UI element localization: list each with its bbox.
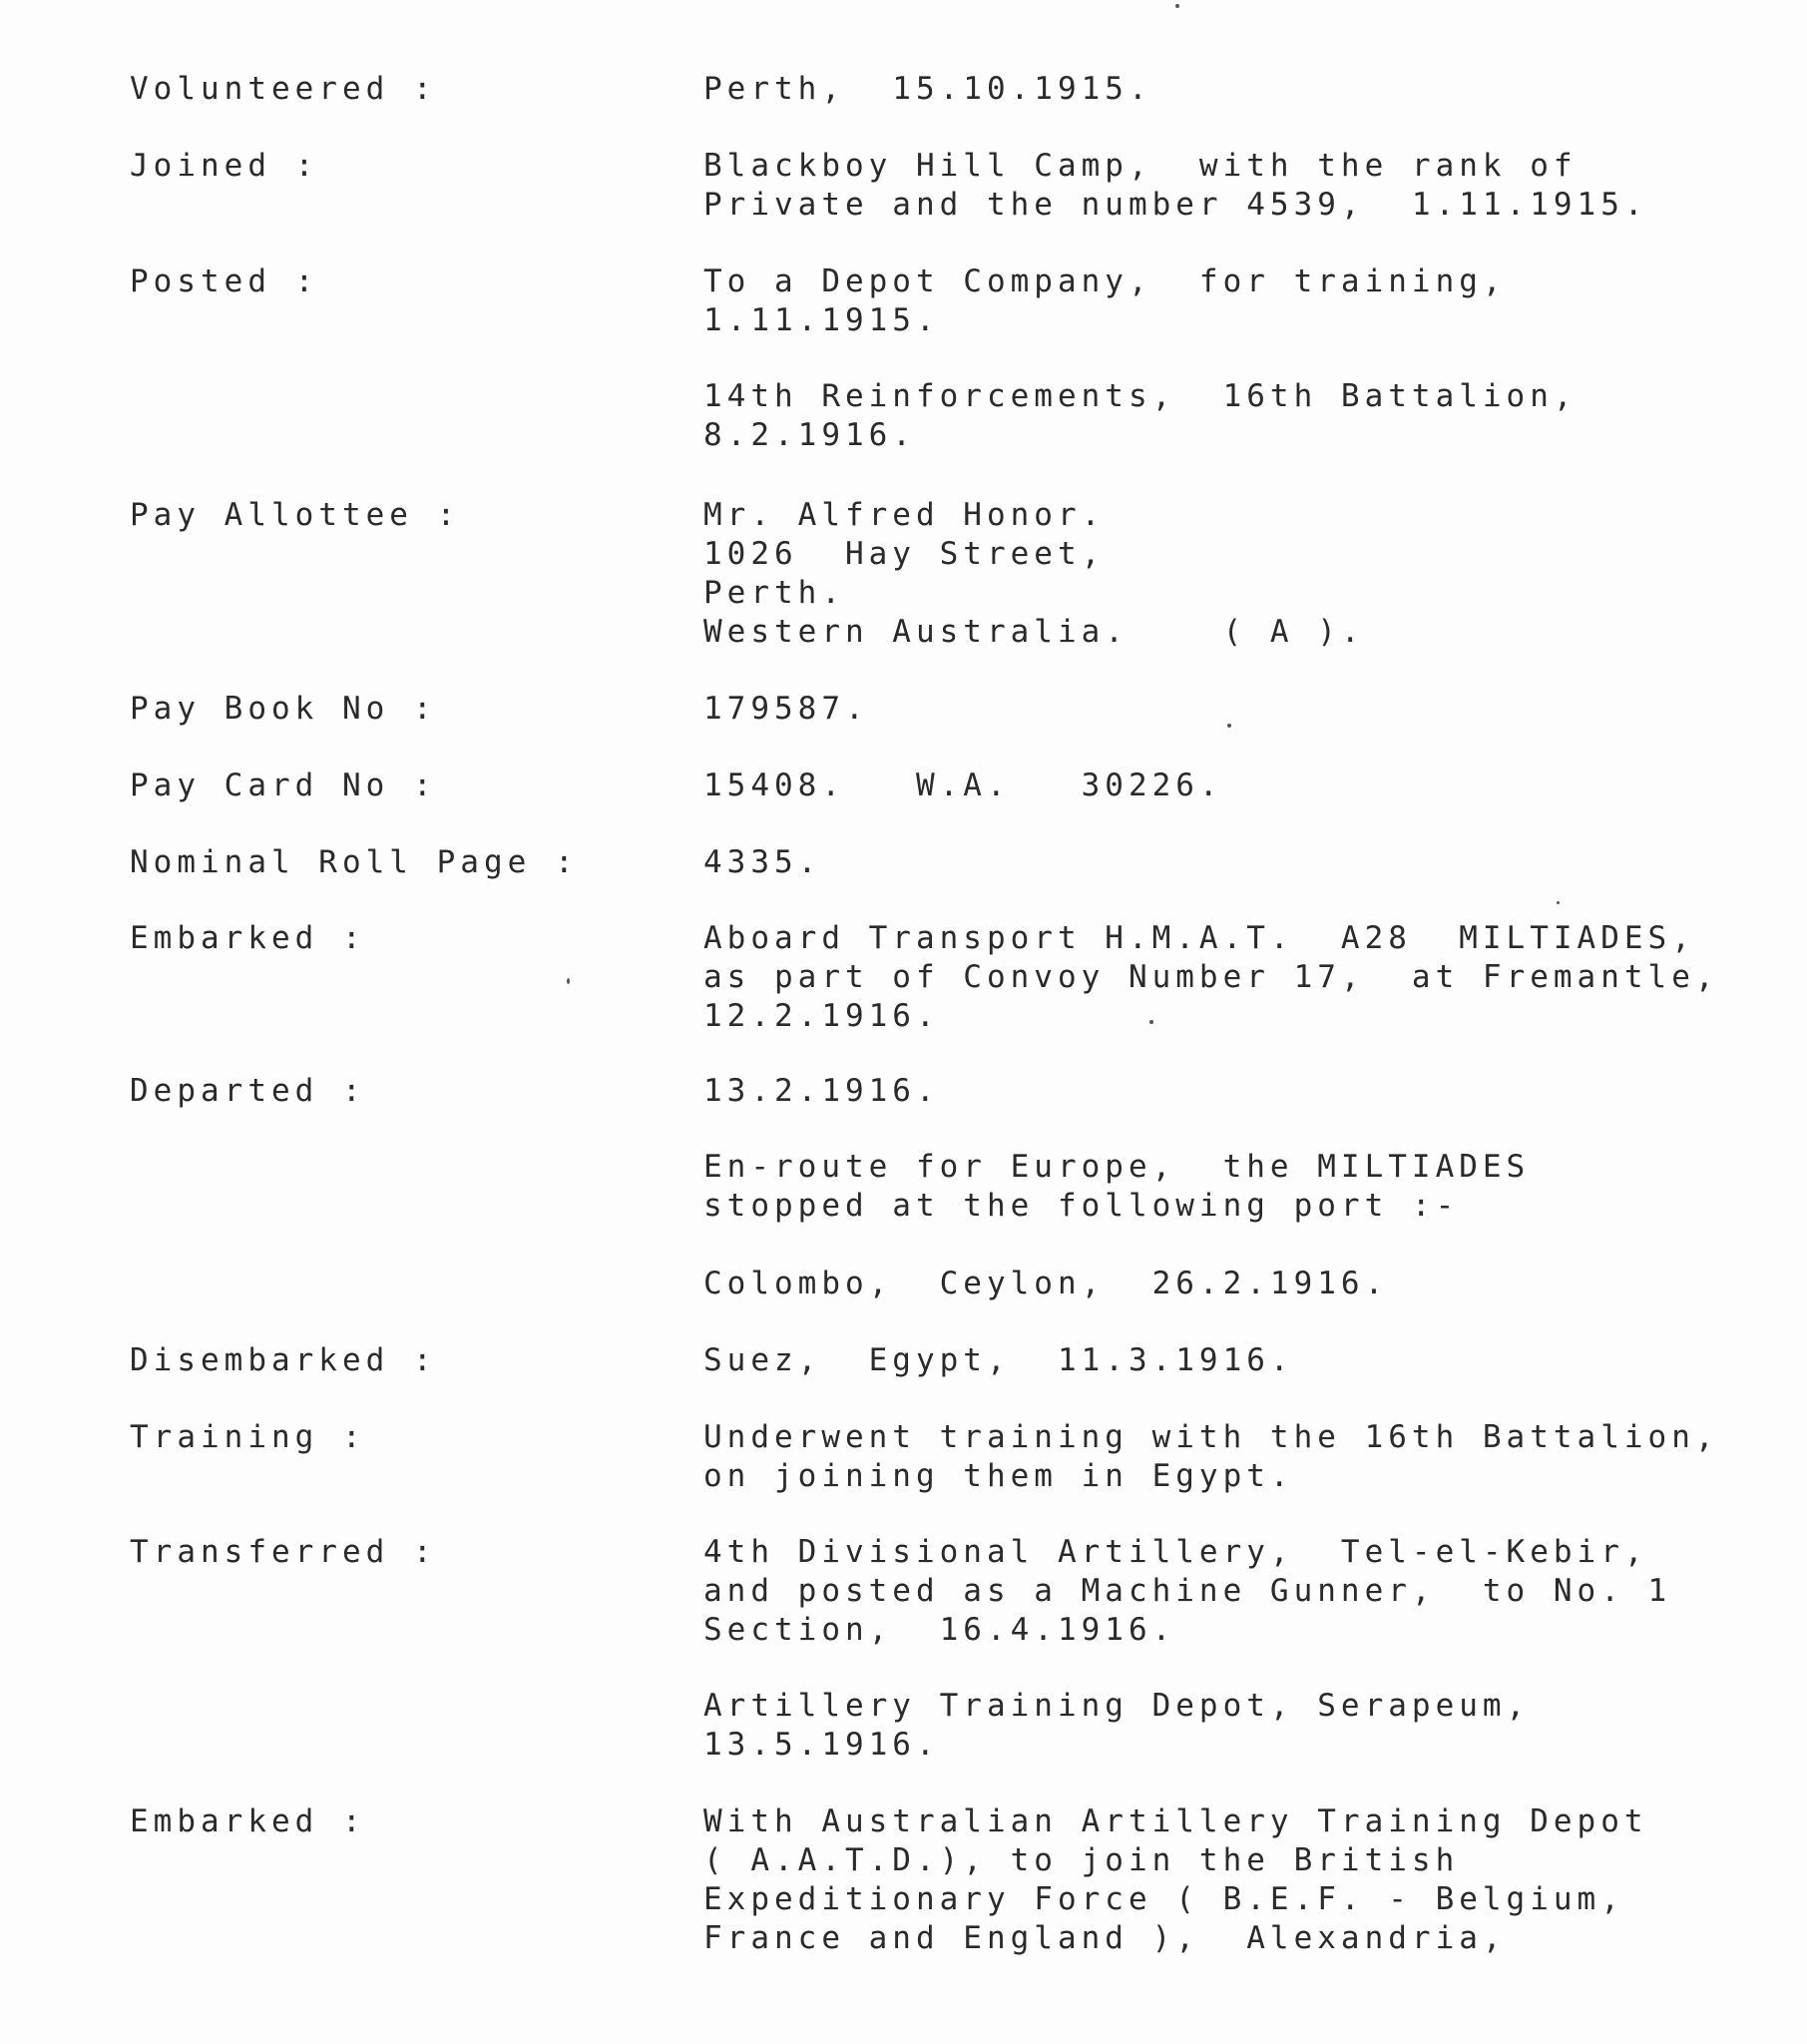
entry-label: Departed : <box>130 1073 366 1109</box>
value-line: Colombo, Ceylon, 26.2.1916. <box>703 1266 1389 1301</box>
value-line: Perth, 15.10.1915. <box>703 71 1152 107</box>
scan-speck <box>1227 724 1231 728</box>
value-line: Artillery Training Depot, Serapeum, <box>703 1688 1531 1724</box>
value-line: as part of Convoy Number 17, at Fremantle, <box>703 959 1719 995</box>
entry-label: Joined : <box>130 148 319 184</box>
entry-value <box>703 377 1761 455</box>
scan-speck <box>1149 1020 1153 1024</box>
entry-value <box>703 1148 1761 1226</box>
entry-value <box>703 766 1761 805</box>
value-line: To a Depot Company, for training, <box>703 263 1507 299</box>
value-line: 13.2.1916. <box>703 1073 940 1109</box>
value-line: ( A.A.T.D.), to join the British <box>703 1842 1460 1878</box>
entry-value <box>703 496 1761 652</box>
scan-speck <box>1557 901 1560 904</box>
value-line: 1026 Hay Street, <box>703 536 1106 572</box>
entry-value <box>703 919 1761 1036</box>
value-line: Aboard Transport H.M.A.T. A28 MILTIADES, <box>703 920 1695 956</box>
value-line: 12.2.1916. <box>703 998 940 1034</box>
entry-value <box>703 70 1761 109</box>
entry-value <box>703 1341 1761 1380</box>
value-line: Expeditionary Force ( B.E.F. - Belgium, <box>703 1881 1624 1917</box>
value-line: Western Australia. ( A ). <box>703 614 1365 650</box>
value-line: and posted as a Machine Gunner, to No. 1 <box>703 1573 1672 1609</box>
value-line: Underwent training with the 16th Battalion, <box>703 1419 1719 1455</box>
value-line: Mr. Alfred Honor. <box>703 497 1106 533</box>
entry-value <box>703 1802 1761 1958</box>
entry-value <box>703 147 1761 225</box>
value-line: 1.11.1915. <box>703 302 940 338</box>
entry-label: Training : <box>130 1419 366 1455</box>
value-line: Private and the number 4539, 1.11.1915. <box>703 187 1648 223</box>
entry-value <box>703 690 1761 729</box>
value-line: 14th Reinforcements, 16th Battalion, <box>703 378 1578 414</box>
entry-label: Embarked : <box>130 920 366 956</box>
scan-speck <box>567 978 570 984</box>
value-line: on joining them in Egypt. <box>703 1458 1294 1494</box>
value-line: En-route for Europe, the MILTIADES <box>703 1149 1531 1185</box>
value-line: 179587. <box>703 691 869 727</box>
value-line: Blackboy Hill Camp, with the rank of <box>703 148 1578 184</box>
entry-value <box>703 1072 1761 1111</box>
value-line: Section, 16.4.1916. <box>703 1612 1176 1648</box>
value-line: 15408. W.A. 30226. <box>703 767 1223 803</box>
value-line: stopped at the following port :- <box>703 1188 1460 1224</box>
value-line: 4th Divisional Artillery, Tel-el-Kebir, <box>703 1534 1648 1570</box>
value-line: Suez, Egypt, 11.3.1916. <box>703 1342 1294 1378</box>
entry-label: Pay Book No : <box>130 691 437 727</box>
entry-value <box>703 1687 1761 1765</box>
entry-value <box>703 843 1761 882</box>
entry-value <box>703 262 1761 340</box>
value-line: 4335. <box>703 844 822 880</box>
scan-speck <box>1175 4 1179 8</box>
entry-label: Posted : <box>130 263 319 299</box>
entry-label: Transferred : <box>130 1534 437 1570</box>
value-line: 8.2.1916. <box>703 417 916 453</box>
entry-label: Nominal Roll Page : <box>130 844 579 880</box>
entry-label: Volunteered : <box>130 71 437 107</box>
value-line: With Australian Artillery Training Depot <box>703 1803 1648 1839</box>
entry-label: Pay Allottee : <box>130 497 461 533</box>
entry-label: Pay Card No : <box>130 767 437 803</box>
entry-label: Disembarked : <box>130 1342 437 1378</box>
entry-value <box>703 1265 1761 1303</box>
entry-label: Embarked : <box>130 1803 366 1839</box>
value-line: France and England ), Alexandria, <box>703 1920 1507 1956</box>
entry-value <box>703 1418 1761 1496</box>
value-line: 13.5.1916. <box>703 1727 940 1763</box>
entry-value <box>703 1533 1761 1650</box>
value-line: Perth. <box>703 575 845 611</box>
